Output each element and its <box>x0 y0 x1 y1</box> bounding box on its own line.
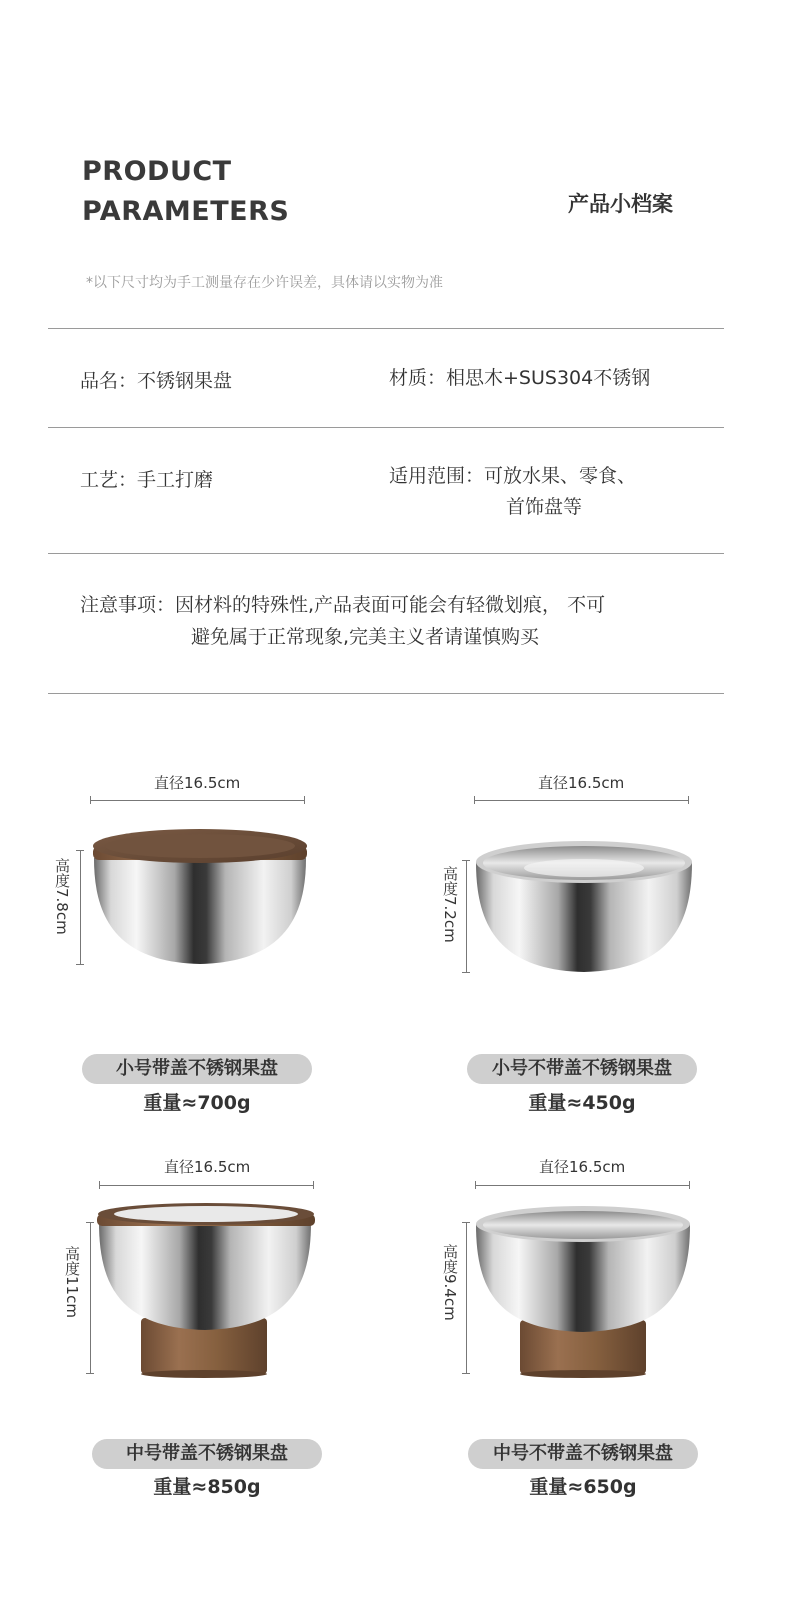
divider <box>48 427 724 428</box>
divider <box>48 553 724 554</box>
diameter-line <box>99 1185 314 1186</box>
param-usage-line-1: 适用范围：可放水果、零食、 <box>389 465 637 487</box>
diameter-label: 直径16.5cm <box>538 774 625 792</box>
height-line <box>90 1222 91 1374</box>
title-line-2: PARAMETERS <box>82 196 290 227</box>
bowl-small-lid-image <box>88 822 312 970</box>
height-line <box>80 850 81 965</box>
product-weight: 重量≈450g <box>528 1092 636 1114</box>
page-title-cn: 产品小档案 <box>568 192 673 216</box>
product-weight: 重量≈850g <box>153 1476 261 1498</box>
diameter-line <box>475 1185 690 1186</box>
product-name-badge: 小号不带盖不锈钢果盘 <box>467 1054 697 1084</box>
param-name: 品名：不锈钢果盘 <box>80 370 233 392</box>
product-name-badge: 中号不带盖不锈钢果盘 <box>468 1439 698 1469</box>
bowl-small-image <box>472 838 696 978</box>
product-name-badge: 中号带盖不锈钢果盘 <box>92 1439 322 1469</box>
height-line <box>466 1222 467 1374</box>
height-label: 高度11cm <box>63 1246 81 1318</box>
height-label: 高度7.2cm <box>441 866 459 943</box>
bowl-medium-image <box>472 1202 696 1378</box>
product-weight: 重量≈650g <box>529 1476 637 1498</box>
height-label: 高度7.8cm <box>53 858 71 935</box>
disclaimer-note: *以下尺寸均为手工测量存在少许误差，具体请以实物为准 <box>86 275 443 291</box>
diameter-line <box>90 800 305 801</box>
divider <box>48 328 724 329</box>
param-usage-line-2: 首饰盘等 <box>506 496 583 518</box>
diameter-label: 直径16.5cm <box>154 774 241 792</box>
height-line <box>466 860 467 973</box>
diameter-line <box>474 800 689 801</box>
height-label: 高度9.4cm <box>441 1244 459 1321</box>
param-material: 材质：相思木+SUS304不锈钢 <box>389 367 651 389</box>
param-notice-line-2: 避免属于正常现象,完美主义者请谨慎购买 <box>191 626 540 648</box>
bowl-medium-lid-image <box>95 1198 319 1378</box>
diameter-label: 直径16.5cm <box>164 1158 251 1176</box>
divider <box>48 693 724 694</box>
param-notice-line-1: 注意事项：因材料的特殊性,产品表面可能会有轻微划痕， 不可 <box>80 594 606 616</box>
title-line-1: PRODUCT <box>82 156 232 187</box>
diameter-label: 直径16.5cm <box>539 1158 626 1176</box>
product-weight: 重量≈700g <box>143 1092 251 1114</box>
page-title <box>82 152 289 232</box>
param-craft: 工艺：手工打磨 <box>80 469 214 491</box>
product-name-badge: 小号带盖不锈钢果盘 <box>82 1054 312 1084</box>
